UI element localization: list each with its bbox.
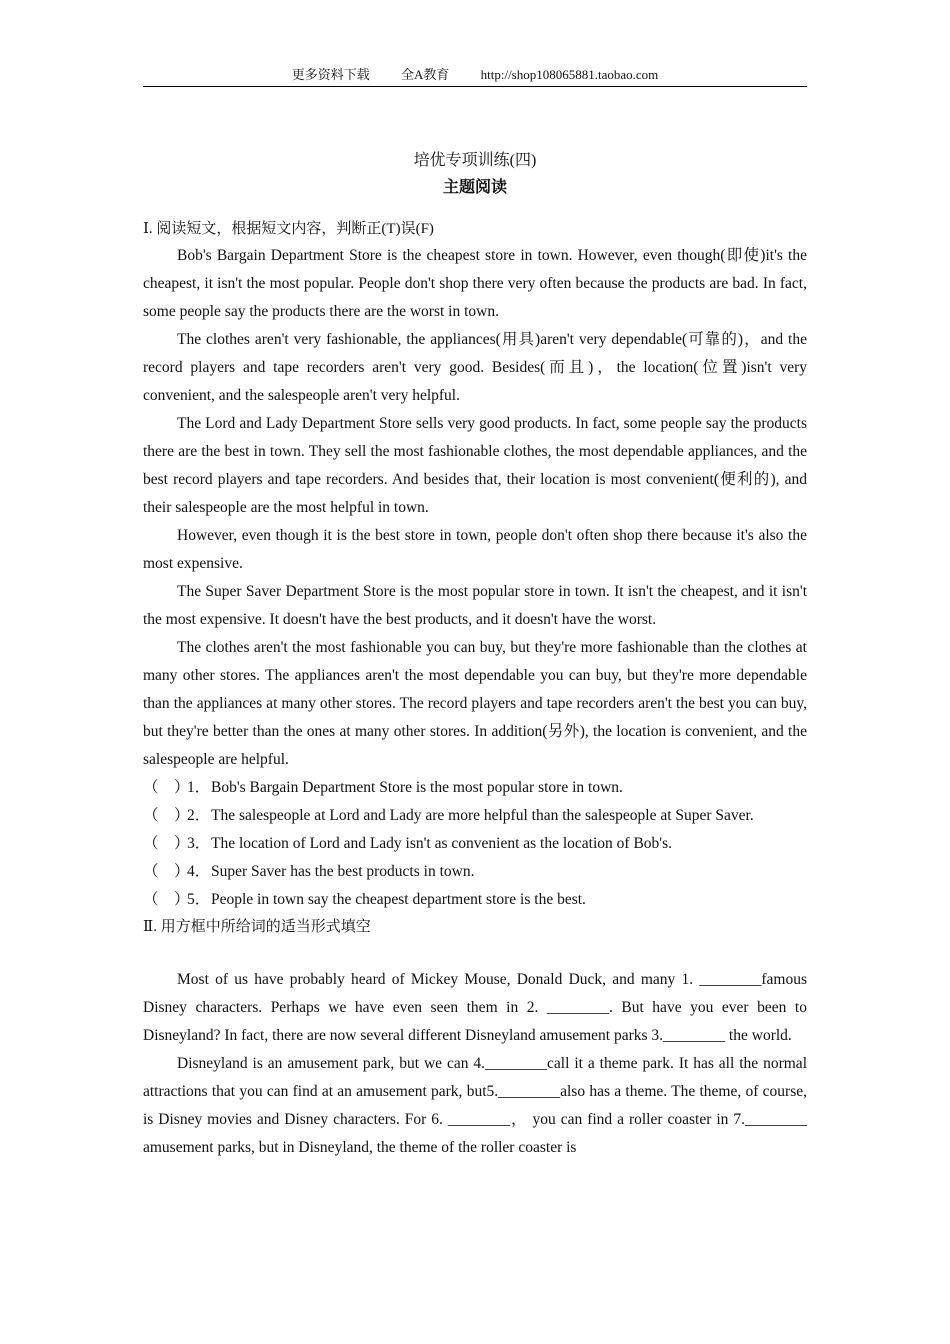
question-text: Bob's Bargain Department Store is the most popular store in town. xyxy=(211,779,623,796)
question-item xyxy=(143,858,807,886)
document-body xyxy=(143,148,807,1162)
passage-paragraph: The Super Saver Department Store is the most popular store in town. It isn't the cheapest, and it isn't the most expensive. It doesn't have the best products, and it doesn't have the worst. xyxy=(143,583,807,628)
question-number: 5． xyxy=(187,891,211,908)
question-number: 1． xyxy=(187,779,211,796)
question-item xyxy=(143,774,807,802)
answer-blank[interactable]: （ ） xyxy=(143,779,190,796)
question-item xyxy=(143,886,807,914)
question-number: 2． xyxy=(187,807,211,824)
document-subtitle: 主题阅读 xyxy=(442,177,507,196)
header-middle-text: 全A教育 xyxy=(400,67,450,82)
answer-blank[interactable]: （ ） xyxy=(143,835,190,852)
question-text: Super Saver has the best products in town. xyxy=(211,863,475,880)
page-header xyxy=(143,66,807,87)
passage-paragraph: The clothes aren't very fashionable, the appliances(用具)aren't very dependable(可靠的)，and the record players and tape recorders aren't very good. Besides(而且)，the location(位置)isn't very convenient, and the salespeople aren't very helpful. xyxy=(143,331,807,404)
answer-blank[interactable]: （ ） xyxy=(143,863,190,880)
cloze-paragraph: Most of us have probably heard of Mickey Mouse, Donald Duck, and many 1. ________famous Disney characters. Perhaps we have even seen them in 2. ________. But have you ever been to Disneyland? In fact, there are now several different Disneyland amusement parks 3.________ the world. xyxy=(143,971,807,1044)
question-number: 3． xyxy=(187,835,211,852)
word-box-space xyxy=(143,940,807,966)
question-text: People in town say the cheapest department store is the best. xyxy=(211,891,586,908)
passage-paragraph: However, even though it is the best store in town, people don't often shop there because it's also the most expensive. xyxy=(143,527,807,572)
passage-paragraph: The clothes aren't the most fashionable you can buy, but they're more fashionable than the clothes at many other stores. The appliances aren't the most dependable you can buy, but they're more dependable than the appliances at many other stores. The record players and tape recorders aren't the best you can buy, but they're better than the ones at many other stores. In addition(另外), the location is convenient, and the salespeople are helpful. xyxy=(143,639,807,768)
cloze-paragraph: Disneyland is an amusement park, but we can 4.________call it a theme park. It has all the normal attractions that you can find at an amusement park, but5.________also has a theme. The theme, of course, is Disney movies and Disney characters. For 6. ________， you can find a roller coaster in 7.________ amusement parks, but in Disneyland, the theme of the roller coaster is xyxy=(143,1055,807,1156)
question-text: The salespeople at Lord and Lady are more helpful than the salespeople at Super Saver. xyxy=(211,807,754,824)
question-text: The location of Lord and Lady isn't as convenient as the location of Bob's. xyxy=(211,835,672,852)
header-left-text: 更多资料下载 xyxy=(291,67,370,82)
section-2-heading: Ⅱ. 用方框中所给词的适当形式填空 xyxy=(143,919,371,935)
section-1-heading: Ⅰ. 阅读短文，根据短文内容，判断正(T)误(F) xyxy=(143,221,434,237)
header-url-link[interactable]: http://shop108065881.taobao.com xyxy=(480,67,659,82)
passage-paragraph: The Lord and Lady Department Store sells very good products. In fact, some people say the products there are the best in town. They sell the most fashionable clothes, the most dependable appliances, and the best record players and tape recorders. And besides that, their location is most convenient(便利的), and their salespeople are the most helpful in town. xyxy=(143,415,807,516)
answer-blank[interactable]: （ ） xyxy=(143,891,190,908)
document-title: 培优专项训练(四) xyxy=(413,152,537,169)
question-item xyxy=(143,802,807,830)
question-number: 4． xyxy=(187,863,211,880)
question-item xyxy=(143,830,807,858)
passage-paragraph: Bob's Bargain Department Store is the cheapest store in town. However, even though(即使)it's the cheapest, it isn't the most popular. People don't shop there very often because the products are bad. In fact, some people say the products there are the worst in town. xyxy=(143,247,807,320)
answer-blank[interactable]: （ ） xyxy=(143,807,190,824)
